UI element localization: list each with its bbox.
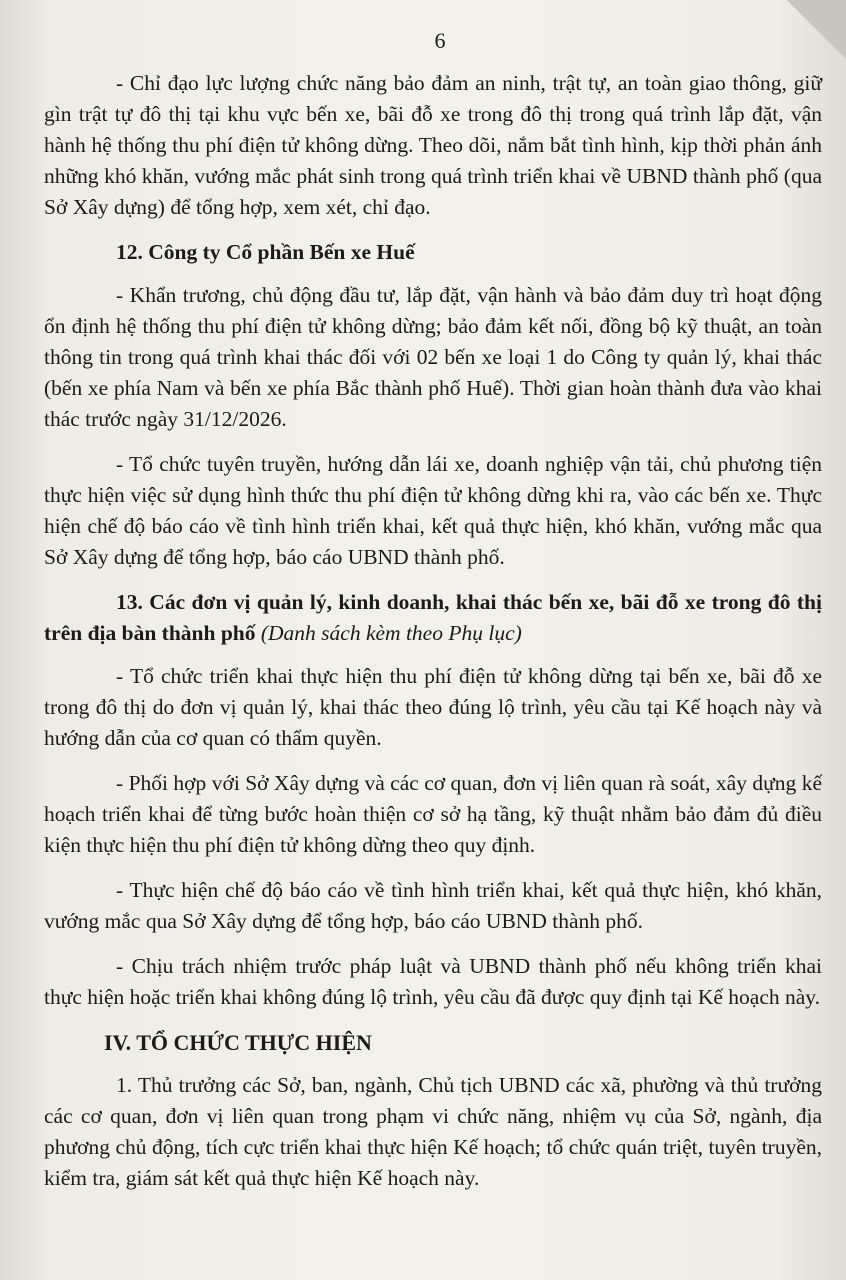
document-body bbox=[44, 68, 822, 1208]
page-number: 6 bbox=[434, 28, 446, 53]
paragraph-invest-install: - Khẩn trương, chủ động đầu tư, lắp đặt, vận hành và bảo đảm duy trì hoạt động ổn định hệ thống thu phí điện tử không dừng; bảo đảm kết nối, đồng bộ kỹ thuật, an toàn thông tin trong quá trình khai thác đối với 02 bến xe loại 1 do Công ty quản lý, khai thác (bến xe phía Nam và bến xe phía Bắc thành phố Huế). Thời gian hoàn thành đưa vào khai thác trước ngày 31/12/2026. bbox=[44, 283, 822, 431]
paragraph-report: - Thực hiện chế độ báo cáo về tình hình triển khai, kết quả thực hiện, khó khăn, vướng mắc qua Sở Xây dựng để tổng hợp, báo cáo UBND thành phố. bbox=[44, 878, 822, 933]
paragraph-propaganda-reporting: - Tổ chức tuyên truyền, hướng dẫn lái xe, doanh nghiệp vận tải, chủ phương tiện thực hiện việc sử dụng hình thức thu phí điện tử không dừng khi ra, vào các bến xe. Thực hiện chế độ báo cáo về tình hình triển khai, kết quả thực hiện, khó khăn, vướng mắc qua Sở Xây dựng để tổng hợp, báo cáo UBND thành phố. bbox=[44, 452, 822, 569]
heading-station-operators-note: (Danh sách kèm theo Phụ lục) bbox=[260, 621, 522, 645]
heading-station-operators-title: 13. Các đơn vị quản lý, kinh doanh, khai thác bến xe, bãi đỗ xe trong đô thị trên địa bàn thành phố bbox=[44, 590, 822, 645]
paragraph-security-order: - Chỉ đạo lực lượng chức năng bảo đảm an ninh, trật tự, an toàn giao thông, giữ gìn trật tự đô thị tại khu vực bến xe, bãi đỗ xe trong đô thị trong quá trình lắp đặt, vận hành hệ thống thu phí điện tử không dừng. Theo dõi, nắm bắt tình hình, kịp thời phản ánh những khó khăn, vướng mắc phát sinh trong quá trình triển khai về UBND thành phố (qua Sở Xây dựng) để tổng hợp, xem xét, chỉ đạo. bbox=[44, 71, 822, 219]
paragraph-heads-of-departments: 1. Thủ trưởng các Sở, ban, ngành, Chủ tịch UBND các xã, phường và thủ trưởng các cơ quan, đơn vị liên quan trong phạm vi chức năng, nhiệm vụ của Sở, ngành, địa phương chủ động, tích cực triển khai thực hiện Kế hoạch; tổ chức quán triệt, tuyên truyền, kiểm tra, giám sát kết quả thực hiện Kế hoạch này. bbox=[44, 1073, 822, 1190]
section-heading-implementation: IV. TỔ CHỨC THỰC HIỆN bbox=[104, 1030, 372, 1055]
paragraph-implement-toll: - Tổ chức triển khai thực hiện thu phí điện tử không dừng tại bến xe, bãi đỗ xe trong đô thị do đơn vị quản lý, khai thác theo đúng lộ trình, yêu cầu tại Kế hoạch này và hướng dẫn của cơ quan có thẩm quyền. bbox=[44, 664, 822, 750]
paragraph-coordinate-review: - Phối hợp với Sở Xây dựng và các cơ quan, đơn vị liên quan rà soát, xây dựng kế hoạch triển khai để từng bước hoàn thiện cơ sở hạ tầng, kỹ thuật nhằm bảo đảm đủ điều kiện thực hiện thu phí điện tử không dừng theo quy định. bbox=[44, 771, 822, 857]
heading-hue-bus-station-company: 12. Công ty Cổ phần Bến xe Huế bbox=[116, 240, 415, 264]
paragraph-responsibility: - Chịu trách nhiệm trước pháp luật và UBND thành phố nếu không triển khai thực hiện hoặc triển khai không đúng lộ trình, yêu cầu đã được quy định tại Kế hoạch này. bbox=[44, 954, 822, 1009]
heading-station-operators bbox=[44, 587, 822, 649]
